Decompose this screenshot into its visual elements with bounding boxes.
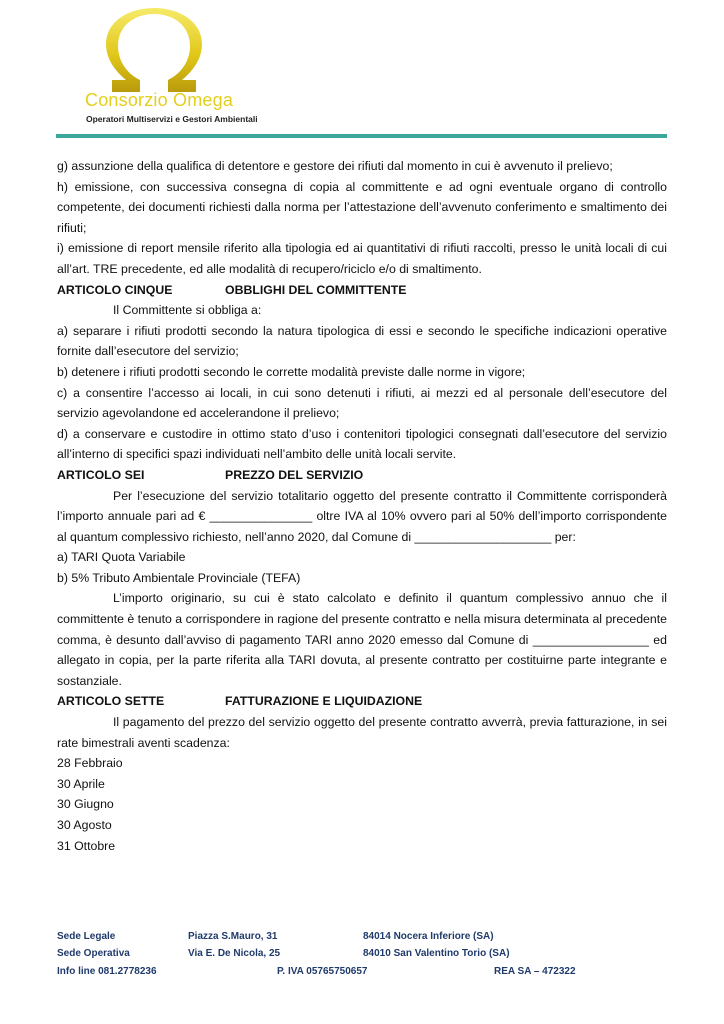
footer-label: Sede Legale xyxy=(57,931,116,942)
article-title: PREZZO DEL SERVIZIO xyxy=(225,467,364,482)
brand-tagline: Operatori Multiservizi e Gestori Ambientali xyxy=(86,114,258,124)
footer-city: 84010 San Valentino Torio (SA) xyxy=(363,948,510,960)
article-title: OBBLIGHI DEL COMMITTENTE xyxy=(225,282,407,297)
obligation-d: d) a conservare e custodire in ottimo stato d’uso i contenitori tipologici consegnati dall’esecutore del servizio all’interno di specifici spazi individuati nell’ambito delle unità locali servite. xyxy=(57,426,667,462)
footer-label: Sede Operativa xyxy=(57,948,130,960)
footer-address: Piazza S.Mauro, 31 xyxy=(188,931,278,942)
price-paragraph-2: L’importo originario, su cui è stato calcolato e definito il quantum complessivo annuo che il committente è tenuto a corrispondere in ragione del presente contratto e nella misura determinata al precedente comma, è desunto dall’avviso di pagamento TARI anno 2020 emesso dal Comune di _________________ ed allegato in copia, per la parte riferita alla TARI dovuta, al presente contratto per costituirne parte integrante e sostanziale. xyxy=(57,591,667,688)
due-date: 30 Aprile xyxy=(57,776,105,791)
article-heading xyxy=(57,465,667,486)
paragraph-g: g) assunzione della qualifica di detentore e gestore dei rifiuti dal momento in cui è avvenuto il prelievo; xyxy=(57,159,613,173)
price-item-a: a) TARI Quota Variabile xyxy=(57,550,186,565)
brand-name: Consorzio Omega xyxy=(85,90,234,110)
obligation-a: a) separare i rifiuti prodotti secondo la natura tipologica di essi e secondo le specifiche indicazioni operative fornite dall’esecutore del servizio; xyxy=(57,323,667,359)
article-number: ARTICOLO CINQUE xyxy=(57,282,173,297)
footer-city: 84014 Nocera Inferiore (SA) xyxy=(363,931,494,942)
footer-phone: Info line 081.2778236 xyxy=(57,965,157,977)
due-date: 30 Agosto xyxy=(57,818,112,832)
footer-row xyxy=(57,963,667,980)
footer xyxy=(57,928,667,980)
paragraph-h: h) emissione, con successiva consegna di copia al committente e ad ogni eventuale organo di controllo competente, dei documenti richiesti dalla norma per l’attestazione dell’avvenuto conferimento e smaltimento dei rifiuti; xyxy=(57,179,667,235)
footer-row xyxy=(57,945,667,962)
article-number: ARTICOLO SEI xyxy=(57,467,145,482)
due-date: 28 Febbraio xyxy=(57,756,123,771)
article-intro: Il Committente si obbliga a: xyxy=(113,303,262,318)
obligation-b: b) detenere i rifiuti prodotti secondo le corrette modalità previste dalle norme in vigore; xyxy=(57,364,526,379)
article-number: ARTICOLO SETTE xyxy=(57,694,165,709)
price-item-b: b) 5% Tributo Ambientale Provinciale (TEFA) xyxy=(57,570,301,585)
letterhead xyxy=(0,0,724,150)
article-title: FATTURAZIONE E LIQUIDAZIONE xyxy=(225,694,423,709)
footer-address: Via E. De Nicola, 25 xyxy=(188,948,281,960)
obligation-c: c) a consentire l’accesso ai locali, in cui sono detenuti i rifiuti, ai mezzi ed al personale dell’esecutore del servizio agevolandone ed accelerandone il prelievo; xyxy=(57,385,667,421)
due-date: 30 Giugno xyxy=(57,797,114,812)
payment-paragraph: Il pagamento del prezzo del servizio oggetto del presente contratto avverrà, previa fatturazione, in sei rate bimestrali aventi scadenza: xyxy=(57,715,667,750)
footer-row xyxy=(57,928,667,945)
article-heading xyxy=(57,280,667,301)
omega-icon xyxy=(104,8,204,96)
document-body xyxy=(57,156,667,856)
article-heading xyxy=(57,691,667,712)
paragraph-i: i) emissione di report mensile riferito alla tipologia ed ai quantitativi di rifiuti raccolti, presso le unità locali di cui all’art. TRE precedente, ed alle modalità di recupero/riciclo e/o di smaltimento. xyxy=(57,241,667,276)
due-date: 31 Ottobre xyxy=(57,838,116,853)
header-divider xyxy=(56,134,667,138)
footer-vat: P. IVA 05765750657 xyxy=(277,965,368,977)
price-paragraph: Per l’esecuzione del servizio totalitario oggetto del presente contratto il Committente corrisponderà l’importo annuale pari ad € _______________ oltre IVA al 10% ovvero pari al 50% dell’importo corrispondente al quantum complessivo richiesto, nell’anno 2020, dal Comune di ____________________ per: xyxy=(57,488,667,544)
footer-rea: REA SA – 472322 xyxy=(494,965,576,977)
